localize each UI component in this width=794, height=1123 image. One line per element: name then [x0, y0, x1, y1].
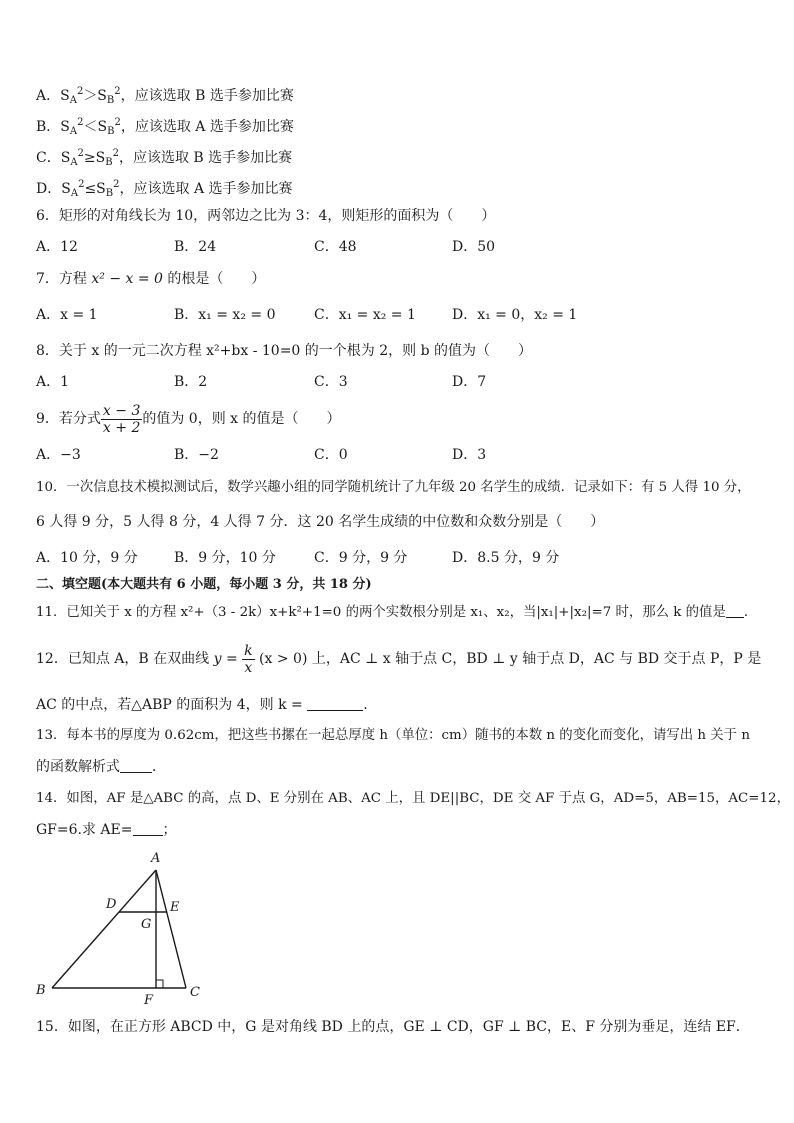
q11-text — [36, 603, 757, 623]
q7-equation: x² − x = 0 — [91, 271, 163, 287]
q10-option-d: D．8.5 分，9 分 — [452, 550, 560, 566]
q10-options — [36, 548, 736, 568]
q5d-tail: ，应该选取 A 选手参加比赛 — [119, 181, 293, 197]
q9-stem-post: 的值为 0，则 x 的值是（ ） — [142, 411, 341, 427]
q12-end: . — [363, 697, 368, 713]
q5-option-d — [36, 175, 293, 204]
q14-end: ； — [162, 822, 177, 838]
q9-option-a: A．−3 — [36, 447, 81, 463]
q10-option-c: C．9 分，9 分 — [314, 550, 408, 566]
q5a-tail: ，应该选取 B 选手参加比赛 — [120, 88, 294, 104]
q9-options — [36, 445, 736, 465]
q14-body: GF=6.求 AE= — [36, 822, 133, 838]
q5d-rel: ≤S — [84, 181, 106, 197]
q5a-prefix: A．S — [36, 88, 70, 104]
q12-pre: 12．已知点 A，B 在双曲线 — [36, 651, 214, 667]
q11-answer-blank[interactable] — [726, 603, 744, 618]
q9-option-b: B．−2 — [174, 447, 219, 463]
label-b: B — [36, 983, 46, 998]
q5d-prefix: D．S — [36, 181, 71, 197]
q7-option-d: D．x₁ = 0，x₂ = 1 — [452, 307, 578, 323]
q5b-sup-a: 2 — [77, 117, 84, 128]
q9-option-c: C．0 — [314, 447, 348, 463]
q10-option-a: A．10 分，9 分 — [36, 550, 138, 566]
q9-frac-num: x − 3 — [102, 402, 141, 419]
q5b-rel: ＜S — [83, 119, 108, 135]
q13-line-1: 13．每本书的厚度为 0.62cm，把这些书摞在一起总厚度 h（单位：cm）随书的本数 n 的变化而变化，请写出 h 关于 n — [36, 728, 750, 743]
q11-end: ． — [743, 605, 758, 620]
q5-option-a — [36, 82, 294, 111]
q5c-sup-a: 2 — [77, 148, 84, 159]
q12-line-1 — [36, 640, 761, 678]
q6-options — [36, 237, 736, 257]
q7-stem — [36, 269, 265, 289]
q10-option-b: B．9 分，10 分 — [174, 550, 276, 566]
q6-option-b: B．24 — [174, 239, 217, 255]
side-ac — [156, 870, 186, 988]
q7-options — [36, 305, 736, 325]
q7-stem-pre: 7．方程 — [36, 271, 92, 287]
q8-stem: 8．关于 x 的一元二次方程 x²+bx - 10=0 的一个根为 2，则 b 的值为（ ） — [36, 343, 533, 359]
q5a-sub-b: B — [106, 95, 115, 106]
q9-fraction — [101, 403, 142, 436]
q12-fraction — [242, 643, 254, 676]
q5c-sub-a: A — [70, 157, 78, 168]
q12-y-eq: y = — [213, 651, 243, 667]
q6-option-d: D．50 — [452, 239, 496, 255]
q13-body: 的函数解析式 — [36, 759, 120, 775]
label-d: D — [106, 897, 117, 912]
q6-stem: 6．矩形的对角线长为 10，两邻边之比为 3：4，则矩形的面积为（ ） — [36, 208, 496, 224]
q10-line-1: 10．一次信息技术模拟测试后，数学兴趣小组的同学随机统计了九年级 20 名学生的成绩．记录如下：有 5 人得 10 分， — [36, 480, 751, 495]
q8-option-a: A．1 — [36, 374, 70, 390]
q5b-sub-b: B — [107, 126, 115, 137]
q6-option-c: C．48 — [314, 239, 357, 255]
q14-line-2 — [36, 820, 177, 840]
q8-option-b: B．2 — [174, 374, 208, 390]
label-g: G — [141, 917, 152, 932]
q7-option-b: B．x₁ = x₂ = 0 — [174, 307, 276, 323]
q5d-sub-b: B — [105, 188, 114, 199]
q12-cond: (x > 0) 上，AC ⊥ x 轴于点 C，BD ⊥ y 轴于点 D，AC 与 BD 交于点 P，P 是 — [254, 651, 762, 667]
label-f: F — [144, 993, 154, 1008]
q5a-rel: ＞S — [83, 88, 107, 104]
q9-option-d: D．3 — [452, 447, 487, 463]
right-angle-mark — [156, 980, 163, 988]
q5c-sub-b: B — [105, 157, 113, 168]
q15-text: 15．如图，在正方形 ABCD 中，G 是对角线 BD 上的点，GE ⊥ CD，GF ⊥ BC，E、F 分别为垂足，连结 EF． — [36, 1019, 750, 1035]
q5d-sub-a: A — [70, 188, 79, 199]
q9-frac-den: x + 2 — [102, 419, 141, 436]
q5c-rel: ≥S — [83, 150, 106, 166]
q8-option-c: C．3 — [314, 374, 348, 390]
q14-triangle-figure — [30, 848, 220, 1008]
q13-line-2 — [36, 757, 166, 777]
q8-options — [36, 372, 736, 392]
label-c: C — [190, 985, 200, 1000]
q9-stem — [36, 400, 341, 438]
section-fill-in-heading: 二、填空题(本大题共有 6 小题，每小题 3 分，共 18 分) — [36, 577, 372, 592]
q10-line-2: 6 人得 9 分，5 人得 8 分，4 人得 7 分．这 20 名学生成绩的中位数和众数分别是（ ） — [36, 514, 605, 530]
q7-stem-post: 的根是（ ） — [162, 271, 266, 287]
q5b-tail: ，应该选取 A 选手参加比赛 — [120, 119, 294, 135]
label-e: E — [170, 900, 180, 915]
q13-end: ． — [152, 759, 166, 775]
q7-option-a: A．x = 1 — [36, 307, 98, 323]
q5a-sup-a: 2 — [76, 86, 84, 97]
q5c-tail: ，应该选取 B 选手参加比赛 — [118, 150, 293, 166]
q12-frac-num: k — [244, 642, 253, 659]
q5-option-c — [36, 144, 292, 173]
q12-line-2 — [36, 695, 368, 715]
q5b-sup-b: 2 — [114, 117, 121, 128]
q12-frac-den: x — [244, 659, 253, 676]
q5d-sup-a: 2 — [78, 179, 85, 190]
q5c-prefix: C．S — [36, 150, 71, 166]
q6-option-a: A．12 — [36, 239, 78, 255]
q7-option-c: C．x₁ = x₂ = 1 — [314, 307, 416, 323]
q14-answer-blank[interactable] — [133, 821, 163, 836]
q5a-sub-a: A — [69, 95, 77, 106]
q11-body: 11．已知关于 x 的方程 x²+（3 - 2k）x+k²+1=0 的两个实数根分别是 x₁、x₂，当|x₁|+|x₂|=7 时，那么 k 的值是 — [36, 605, 726, 620]
q12-body: AC 的中点，若△ABP 的面积为 4，则 k = — [36, 697, 308, 713]
q5-option-b — [36, 113, 294, 142]
q14-line-1: 14．如图，AF 是△ABC 的高，点 D、E 分别在 AB、AC 上，且 DE||BC，DE 交 AF 于点 G，AD=5，AB=15，AC=12， — [36, 791, 790, 806]
q9-stem-pre: 9．若分式 — [36, 411, 101, 427]
q5a-sup-b: 2 — [114, 86, 121, 97]
q5c-sup-b: 2 — [112, 148, 119, 159]
q5d-sup-b: 2 — [113, 179, 120, 190]
q13-answer-blank[interactable] — [120, 758, 152, 773]
q8-option-d: D．7 — [452, 374, 487, 390]
label-a: A — [151, 851, 161, 866]
q12-answer-blank[interactable] — [307, 696, 363, 711]
q5b-sub-a: A — [69, 126, 78, 137]
q5b-prefix: B．S — [36, 119, 70, 135]
